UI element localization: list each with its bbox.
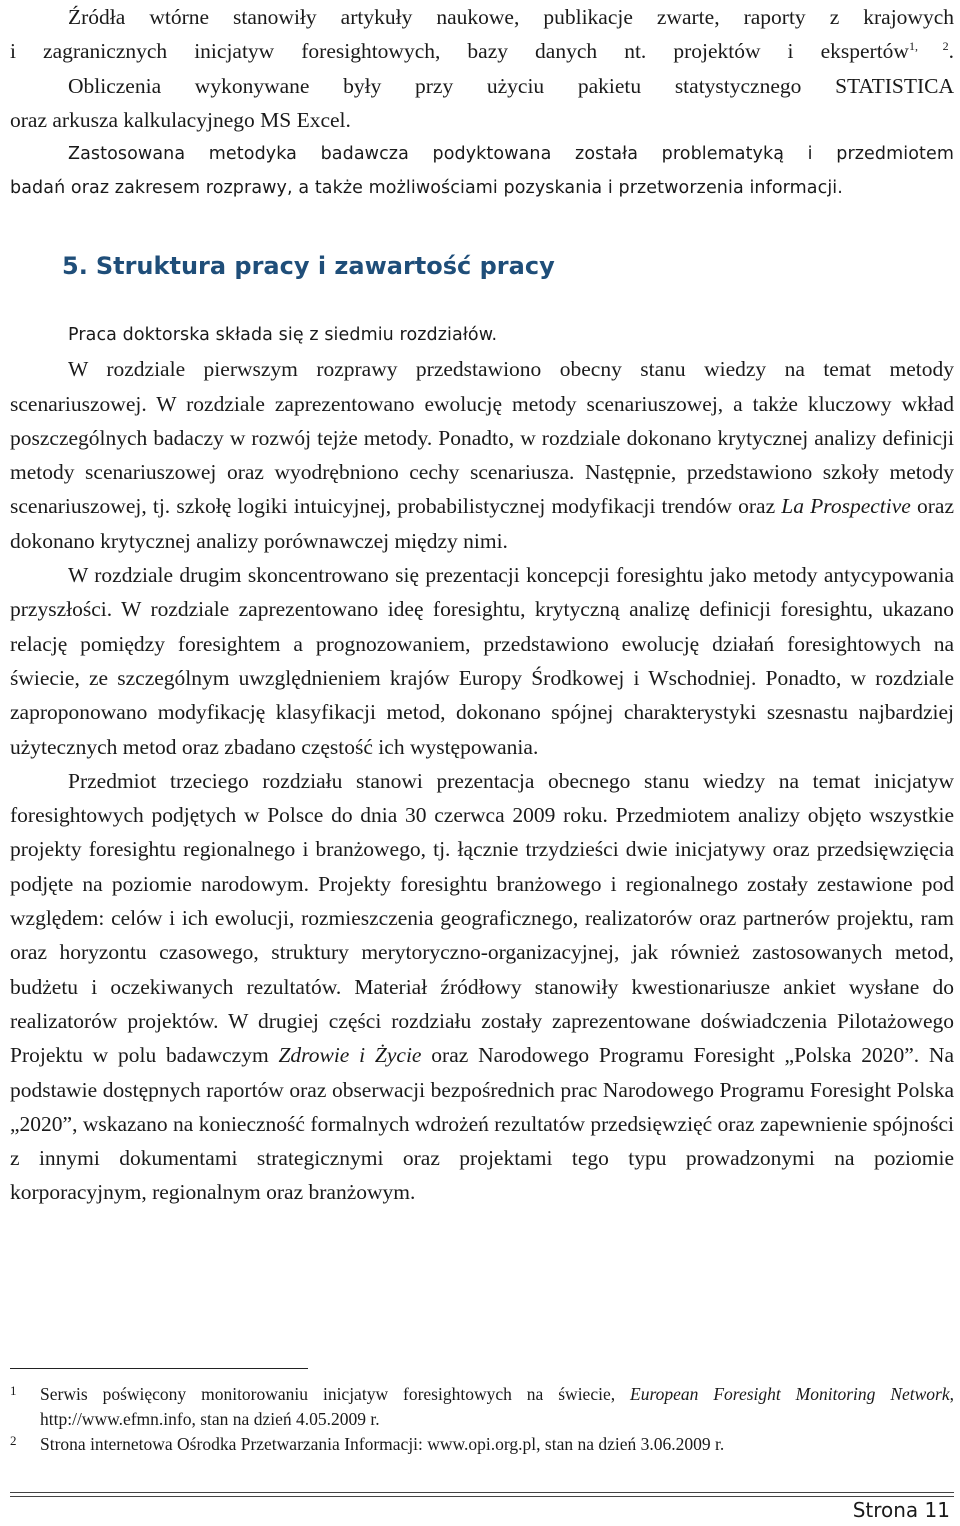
text-line: badań oraz zakresem rozprawy, a także możliwościami pozyskania i przetworzenia informacji. (10, 178, 843, 199)
footnote-number: 2 (10, 1433, 17, 1448)
text-line: Zastosowana metodyka badawcza podyktowana została problematyką i przedmiotem (68, 144, 954, 165)
footnote-text (40, 1382, 954, 1432)
chapter-1-paragraph (10, 352, 954, 558)
section-title: Struktura pracy i zawartość pracy (95, 252, 555, 280)
footnote (10, 1382, 954, 1432)
document-page (10, 0, 954, 206)
text-span: , http://www.efmn.info, stan na dzień 4.05.2009 r. (40, 1384, 955, 1429)
italic-term: La Prospective (781, 494, 911, 519)
footnote-number: 1 (10, 1383, 17, 1398)
footer-rule (10, 1492, 954, 1497)
italic-term: European Foresight Monitoring Network (630, 1384, 950, 1404)
text-span: i zagranicznych inicjatyw foresightowych, bazy danych nt. projektów i ekspertów (10, 39, 909, 64)
text-span: Strona internetowa Ośrodka Przetwarzania Informacji: www.opi.org.pl, stan na dzień 3.06.2009 r. (40, 1434, 725, 1454)
italic-term: Zdrowie i Życie (278, 1043, 422, 1068)
footnote-text (40, 1432, 954, 1457)
section-number: 5. (62, 252, 88, 280)
section-heading (62, 252, 555, 280)
chapter-3-paragraph (10, 764, 954, 1210)
section-body (10, 318, 954, 1210)
text-line: Źródła wtórne stanowiły artykuły naukowe, publikacje zwarte, raporty z krajowych (68, 5, 954, 29)
footnotes (10, 1382, 954, 1457)
footnote (10, 1432, 954, 1457)
text-span: Przedmiot trzeciego rozdziału stanowi prezentacja obecnego stanu wiedzy na temat inicjatyw foresightowych podjętych w Polsce do dnia 30 czerwca 2009 roku. Przedmiotem analizy objęto wszystkie projekty foresightu regionalnego i branżowego, tj. łącznie trzydzieści dwie inicjatywy oraz przedsięwzięcia podjęte na poziomie narodowym. Projekty foresightu branżowego i regionalnego zostały zestawione pod względem: celów i ich ewolucji, rozmieszczenia geograficznego, realizatorów oraz partnerów projektu, ram oraz horyzontu czasowego, struktury merytoryczno-organizacyjnej, jak również zastosowanych metod, budżetu i oczekiwanych rezultatów. Materiał źródłowy stanowiły kwestionariusze ankiet wysłane do realizatorów projektów. W drugiej części rozdziału zostały zaprezentowane doświadczenia Pilotażowego Projektu w polu badawczym (10, 768, 954, 1068)
intro-paragraph: Praca doktorska składa się z siedmiu rozdziałów. (68, 325, 498, 345)
footnote-separator (10, 1368, 308, 1369)
chapter-2-paragraph: W rozdziale drugim skoncentrowano się prezentacji koncepcji foresightu jako metody antycypowania przyszłości. W rozdziale zaprezentowano ideę foresightu, krytyczną analizę definicji foresightu, ukazano relację pomiędzy foresightem a prognozowaniem, przedstawiono ewolucję działań foresightowych na świecie, ze szczególnym uwzględnieniem krajów Europy Środkowej i Wschodniej. Ponadto, w rozdziale zaproponowano modyfikację klasyfikacji metod, dokonano spójnej charakterystyki szesnastu najbardziej użytecznych metod oraz zbadano częstość ich występowania. (10, 563, 954, 759)
footnote-reference: 1, 2 (908, 39, 949, 54)
text-span: W rozdziale pierwszym rozprawy przedstawiono obecny stanu wiedzy na temat metody scenariuszowej. W rozdziale zaprezentowano ewolucję metody scenariuszowej, a także kluczowy wkład poszczególnych badaczy w rozwój tejże metody. Ponadto, w rozdziale dokonano krytycznej analizy definicji metody scenariuszowej oraz wyodrębniono cechy scenariusza. Następnie, przedstawiono szkoły metody scenariuszowej, tj. szkołę logiki intuicyjnej, probabilistycznej modyfikacji trendów oraz (10, 357, 954, 519)
text-span: . (948, 39, 954, 64)
text-line (10, 34, 954, 68)
text-span: oraz dokonano krytycznej analizy porównawczej między nimi. (10, 494, 954, 553)
text-line: oraz arkusza kalkulacyjnego MS Excel. (10, 107, 351, 132)
page-number: Strona 11 (852, 1498, 950, 1522)
text-span: Serwis poświęcony monitorowaniu inicjatyw foresightowych na świecie, (40, 1384, 631, 1404)
text-span: oraz Narodowego Programu Foresight „Polska 2020”. Na podstawie dostępnych raportów oraz obserwacji bezpośrednich prac Narodowego Programu Foresight Polska „2020”, wskazano na konieczność formalnych wdrożeń rezultatów przedsięwzięć oraz zapewnienie spójności z innymi dokumentami strategicznymi oraz projektami tego typu prowadzonymi na poziomie korporacyjnym, regionalnym oraz branżowym. (10, 1043, 954, 1205)
text-line: Obliczenia wykonywane były przy użyciu pakietu statystycznego STATISTICA (68, 73, 954, 98)
